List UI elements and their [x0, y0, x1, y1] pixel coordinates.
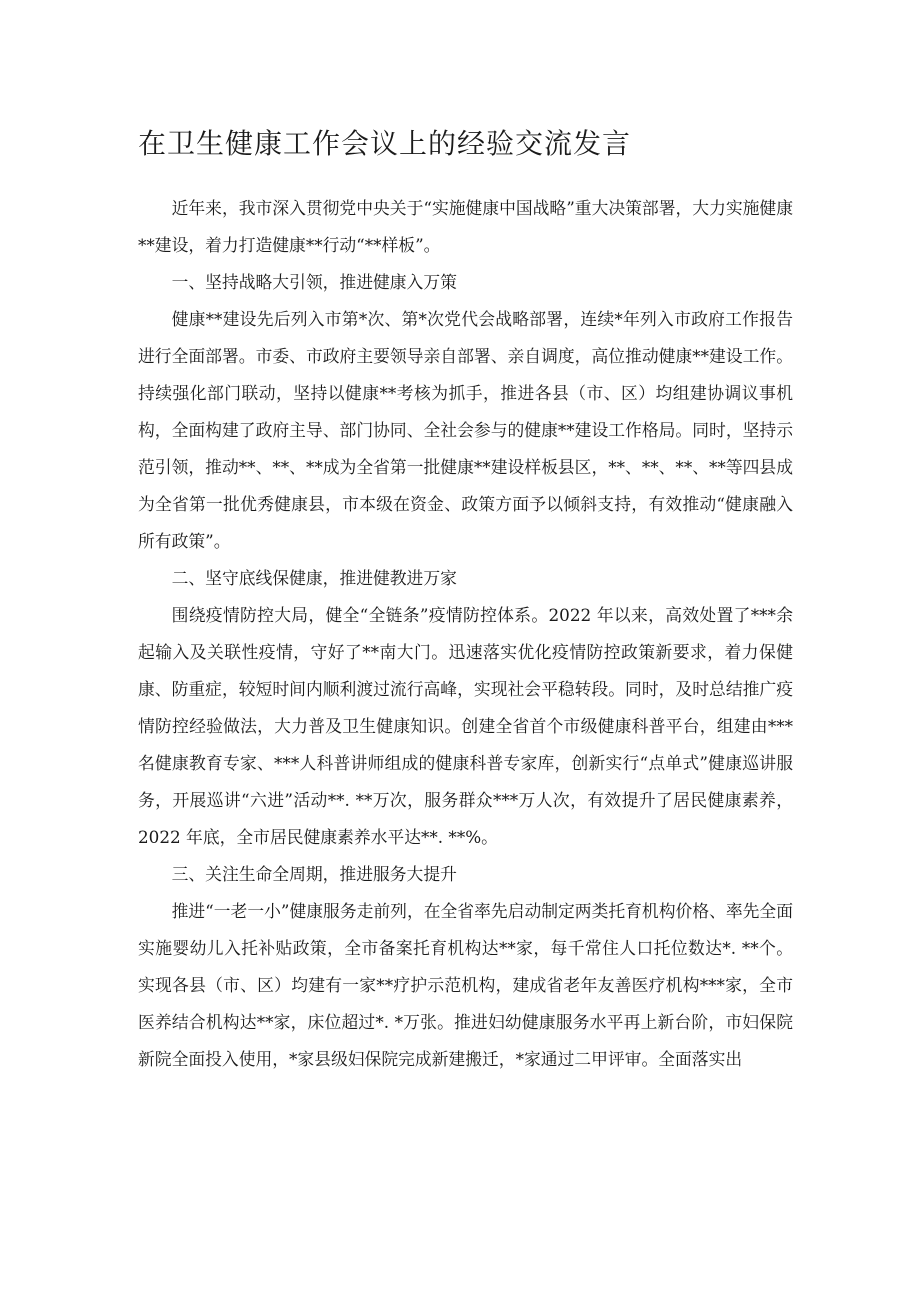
section-1-paragraph: 健康**建设先后列入市第*次、第*次党代会战略部署，连续*年列入市政府工作报告进行全面部署。市委、市政府主要领导亲自部署、亲自调度，高位推动健康**建设工作。持续强化部门联动，坚持以健康**考核为抓手，推进各县（市、区）均组建协调议事机构，全面构建了政府主导、部门协同、全社会参与的健康**建设工作格局。同时，坚持示范引领，推动**、**、**成为全省第一批健康**建设样板县区，**、**、**、**等四县成为全省第一批优秀健康县，市本级在资金、政策方面予以倾斜支持，有效推动“健康融入所有政策”。 [138, 309, 793, 551]
section-1-heading: 一、坚持战略大引领，推进健康入万策 [171, 272, 457, 292]
document-body [138, 190, 793, 1078]
section-3-heading: 三、关注生命全周期，推进服务大提升 [171, 864, 457, 884]
page-title: 在卫生健康工作会议上的经验交流发言 [138, 127, 632, 160]
section-2-paragraph: 围绕疫情防控大局，健全“全链条”疫情防控体系。2022 年以来，高效处置了***余起输入及关联性疫情，守好了**南大门。迅速落实优化疫情防控政策新要求，着力保健康、防重症，较短时间内顺利渡过流行高峰，实现社会平稳转段。同时，及时总结推广疫情防控经验做法，大力普及卫生健康知识。创建全省首个市级健康科普平台，组建由***名健康教育专家、***人科普讲师组成的健康科普专家库，创新实行“点单式”健康巡讲服务，开展巡讲“六进”活动**. **万次，服务群众***万人次，有效提升了居民健康素养，2022 年底，全市居民健康素养水平达**. **%。 [138, 605, 793, 847]
intro-paragraph: 近年来，我市深入贯彻党中央关于“实施健康中国战略”重大决策部署，大力实施健康**建设，着力打造健康**行动“**样板”。 [138, 198, 793, 255]
section-2-heading: 二、坚守底线保健康，推进健教进万家 [171, 568, 457, 588]
section-3-paragraph: 推进“一老一小”健康服务走前列，在全省率先启动制定两类托育机构价格、率先全面实施婴幼儿入托补贴政策，全市备案托育机构达**家，每千常住人口托位数达*. **个。实现各县（市、区）均建有一家**疗护示范机构，建成省老年友善医疗机构***家，全市医养结合机构达**家，床位超过*. *万张。推进妇幼健康服务水平再上新台阶，市妇保院新院全面投入使用，*家县级妇保院完成新建搬迁，*家通过二甲评审。全面落实出 [138, 901, 793, 1069]
